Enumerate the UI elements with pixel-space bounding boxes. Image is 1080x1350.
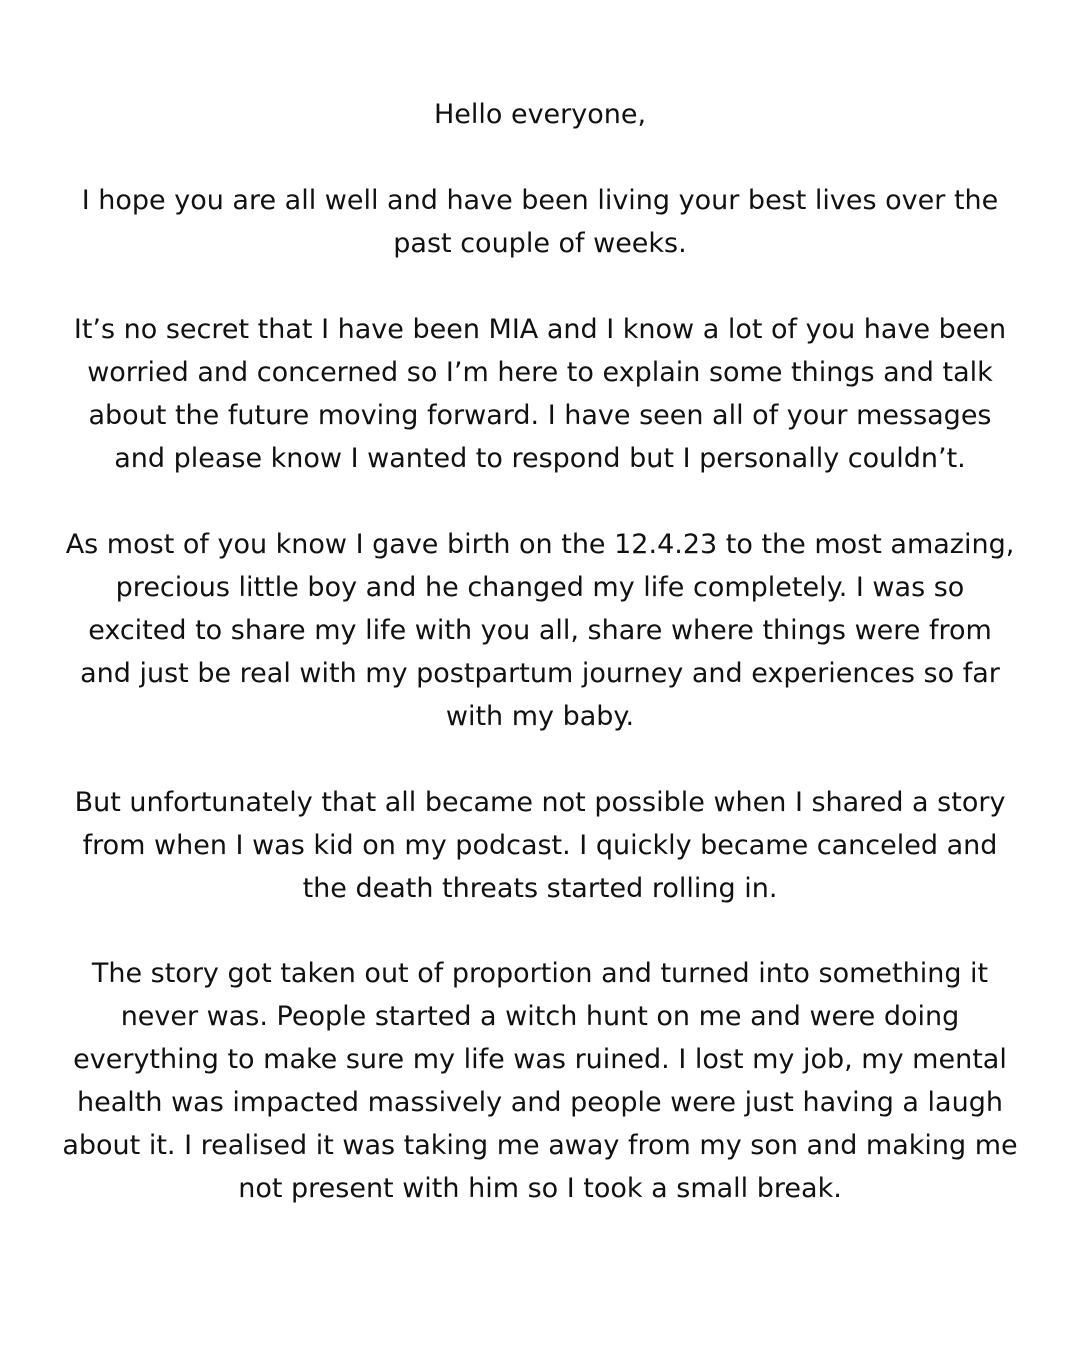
paragraph-line: past couple of weeks. [393, 228, 687, 259]
paragraph-line: with my baby. [445, 701, 635, 732]
paragraph-wellbeing [40, 179, 1040, 265]
paragraph-line: the death threats started rolling in. [302, 873, 778, 904]
paragraph-line: and please know I wanted to respond but I personally couldn’t. [114, 443, 966, 474]
paragraph-line: I hope you are all well and have been living your best lives over the [81, 185, 999, 216]
paragraph-line: As most of you know I gave birth on the 12.4.23 to the most amazing, [65, 529, 1015, 560]
greeting-line: Hello everyone, [433, 99, 647, 130]
paragraph-line: It’s no secret that I have been MIA and I know a lot of you have been [73, 314, 1007, 345]
paragraph-line: excited to share my life with you all, share where things were from [88, 615, 992, 646]
paragraph-mia [40, 308, 1040, 480]
paragraph-line: everything to make sure my life was ruined. I lost my job, my mental [73, 1044, 1007, 1075]
paragraph-line: The story got taken out of proportion and turned into something it [91, 958, 989, 989]
paragraph-line: worried and concerned so I’m here to explain some things and talk [87, 357, 993, 388]
paragraph-line: But unfortunately that all became not possible when I shared a story [74, 787, 1006, 818]
paragraph-birth [40, 523, 1040, 738]
paragraph-line: about it. I realised it was taking me away from my son and making me [62, 1130, 1018, 1161]
paragraph-line: health was impacted massively and people were just having a laugh [77, 1087, 1003, 1118]
paragraph-line: never was. People started a witch hunt on me and were doing [120, 1001, 960, 1032]
greeting [40, 93, 1040, 136]
paragraph-line: precious little boy and he changed my life completely. I was so [115, 572, 965, 603]
paragraph-line: not present with him so I took a small break. [238, 1173, 842, 1204]
paragraph-podcast [40, 781, 1040, 910]
paragraph-witch-hunt [40, 952, 1040, 1210]
paragraph-line: and just be real with my postpartum journey and experiences so far [80, 658, 1000, 689]
paragraph-line: from when I was kid on my podcast. I quickly became canceled and [82, 830, 998, 861]
paragraph-line: about the future moving forward. I have seen all of your messages [88, 400, 992, 431]
